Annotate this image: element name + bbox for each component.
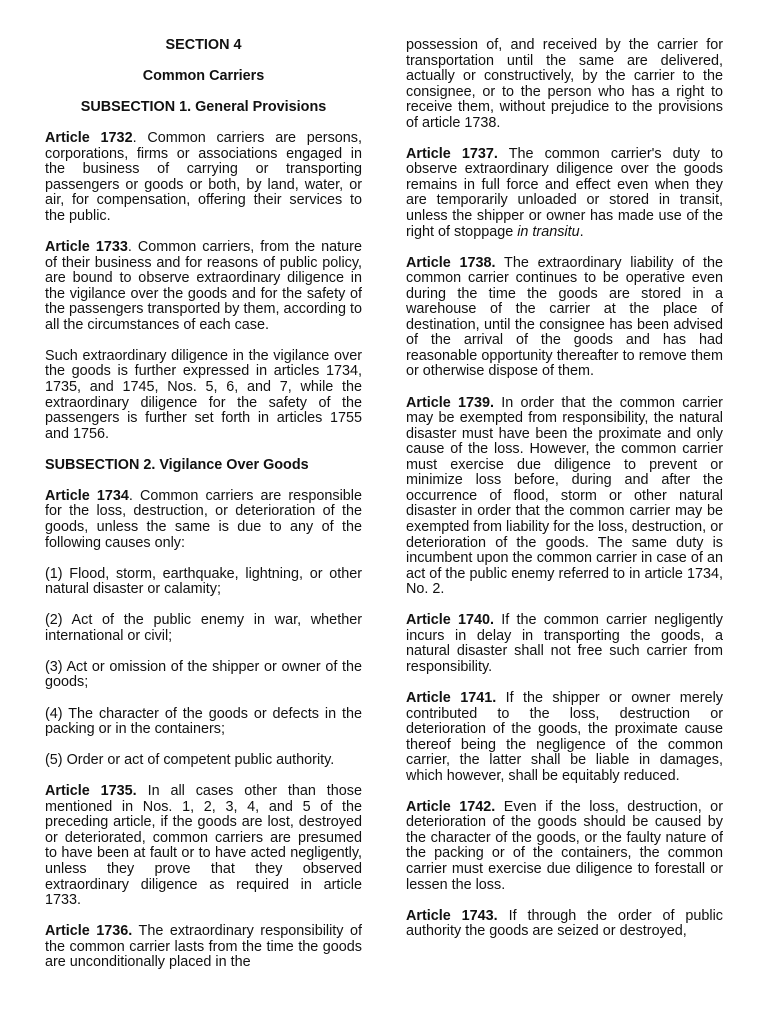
article-1740-label: Article 1740. [406, 612, 495, 629]
article-1742 [406, 800, 723, 893]
subsection-2-heading: SUBSECTION 2. Vigilance Over Goods [45, 456, 309, 473]
article-1743 [406, 909, 723, 940]
article-1733-label: Article 1733 [45, 239, 128, 256]
cause-item-3: (3) Act or omission of the shipper or owner of the goods; [45, 658, 362, 691]
section-number: SECTION 4 [165, 38, 242, 53]
article-1734-label: Article 1734 [45, 487, 129, 504]
cause-item-4: (4) The character of the goods or defects in the packing or in the containers; [45, 705, 362, 738]
article-1734 [45, 489, 362, 551]
article-1739-label: Article 1739. [406, 394, 495, 411]
article-1740-text: If the common carrier negligently incurs in delay in transporting the goods, a natural disaster shall not free such carrier from responsibility. [406, 612, 723, 675]
article-1732-label: Article 1732 [45, 130, 133, 147]
article-1737-text: The common carrier's duty to observe extraordinary diligence over the goods remains in full force and effect even when they are temporarily unloaded or stored in transit, unless the shipper or owner has made use of the right of stoppage [406, 145, 723, 240]
article-1739-text: In order that the common carrier may be exempted from responsibility, the natural disaster must have been the proximate and only cause of the loss. However, the common carrier must exercise due diligence to prevent or minimize loss before, during and after the occurrence of flood, storm or other natural disaster in order that the common carrier may be exempted from liability for the loss, destruction, or deterioration of the goods. The same duty is incumbent upon the common carrier in case of an act of the public enemy referred to in article 1734, No. 2. [406, 394, 723, 598]
article-1741 [406, 691, 723, 784]
article-1736-continued: possession of, and received by the carrier for transportation until the same are delivered, actually or constructively, by the carrier to the consignee, or to the person who has a right to receive them, without prejudice to the provisions of article 1738. [406, 38, 723, 131]
cause-item-2: (2) Act of the public enemy in war, whether international or civil; [45, 612, 362, 644]
article-1739 [406, 396, 723, 598]
article-1743-label: Article 1743. [406, 907, 498, 924]
article-1733 [45, 240, 362, 333]
article-1735-label: Article 1735. [45, 783, 137, 800]
section-title: Common Carriers [142, 68, 265, 85]
cause-item-5: (5) Order or act of competent public authority. [45, 752, 335, 769]
article-1737-italic: in transitu [517, 223, 580, 240]
article-1733-text: . Common carriers, from the nature of their business and for reasons of public policy, are bound to observe extraordinary diligence in the vigilance over the goods and for the safety of the passengers transported by them, according to all the circumstances of each case. [45, 239, 362, 333]
subsection-1-heading: SUBSECTION 1. General Provisions [80, 99, 327, 116]
article-1732 [45, 131, 362, 224]
article-1735 [45, 784, 362, 908]
article-1738-label: Article 1738. [406, 254, 496, 271]
article-1737-label: Article 1737. [406, 145, 498, 162]
article-1736-label: Article 1736. [45, 923, 133, 940]
article-1741-text: If the shipper or owner merely contributed to the loss, destruction or deterioration of the goods, the proximate cause thereof being the negligence of the common carrier, the latter shall be liable in damages, which however, shall be equitably reduced. [406, 689, 723, 784]
article-1738-text: The extraordinary liability of the common carrier continues to be operative even during the time the goods are stored in a warehouse of the carrier at the place of destination, until the consignee has been advised of the arrival of the goods and has had reasonable opportunity thereafter to remove them or otherwise dispose of them. [406, 254, 723, 380]
article-1737 [406, 147, 723, 240]
article-1743-text: If through the order of public authority the goods are seized or destroyed, [406, 907, 723, 940]
cause-item-1: (1) Flood, storm, earthquake, lightning, or other natural disaster or calamity; [45, 565, 362, 598]
article-1742-label: Article 1742. [406, 798, 496, 815]
article-1732-text: . Common carriers are persons, corporations, firms or associations engaged in the business of carrying or transporting passengers or goods or both, by land, water, or air, for compensation, offering their services to the public. [45, 130, 362, 225]
left-column [45, 38, 362, 1024]
article-1742-text: Even if the loss, destruction, or deterioration of the goods should be caused by the character of the goods, or the faulty nature of the packing or of the containers, the common carrier must exercise due diligence to forestall or lessen the loss. [406, 798, 723, 893]
article-1741-label: Article 1741. [406, 689, 497, 706]
article-1737-end: . [579, 223, 584, 240]
article-1735-text: In all cases other than those mentioned in Nos. 1, 2, 3, 4, and 5 of the preceding article, if the goods are lost, destroyed or deteriorated, common carriers are presumed to have been at fault or to have acted negligently, unless they prove that they observed extraordinary diligence as required in article 1733. [45, 783, 362, 909]
article-1740 [406, 613, 723, 675]
right-column [406, 38, 723, 1024]
article-1738 [406, 256, 723, 380]
article-1734-text: . Common carriers are responsible for the loss, destruction, or deterioration of the goods, unless the same is due to any of the following causes only: [45, 487, 362, 551]
article-1736 [45, 924, 362, 971]
article-1736-text: The extraordinary responsibility of the common carrier lasts from the time the goods are unconditionally placed in the [45, 923, 362, 971]
article-1733-paragraph-2: Such extraordinary diligence in the vigilance over the goods is further expressed in articles 1734, 1735, and 1745, Nos. 5, 6, and 7, while the extraordinary diligence for the safety of the passengers is further set forth in articles 1755 and 1756. [45, 347, 362, 442]
